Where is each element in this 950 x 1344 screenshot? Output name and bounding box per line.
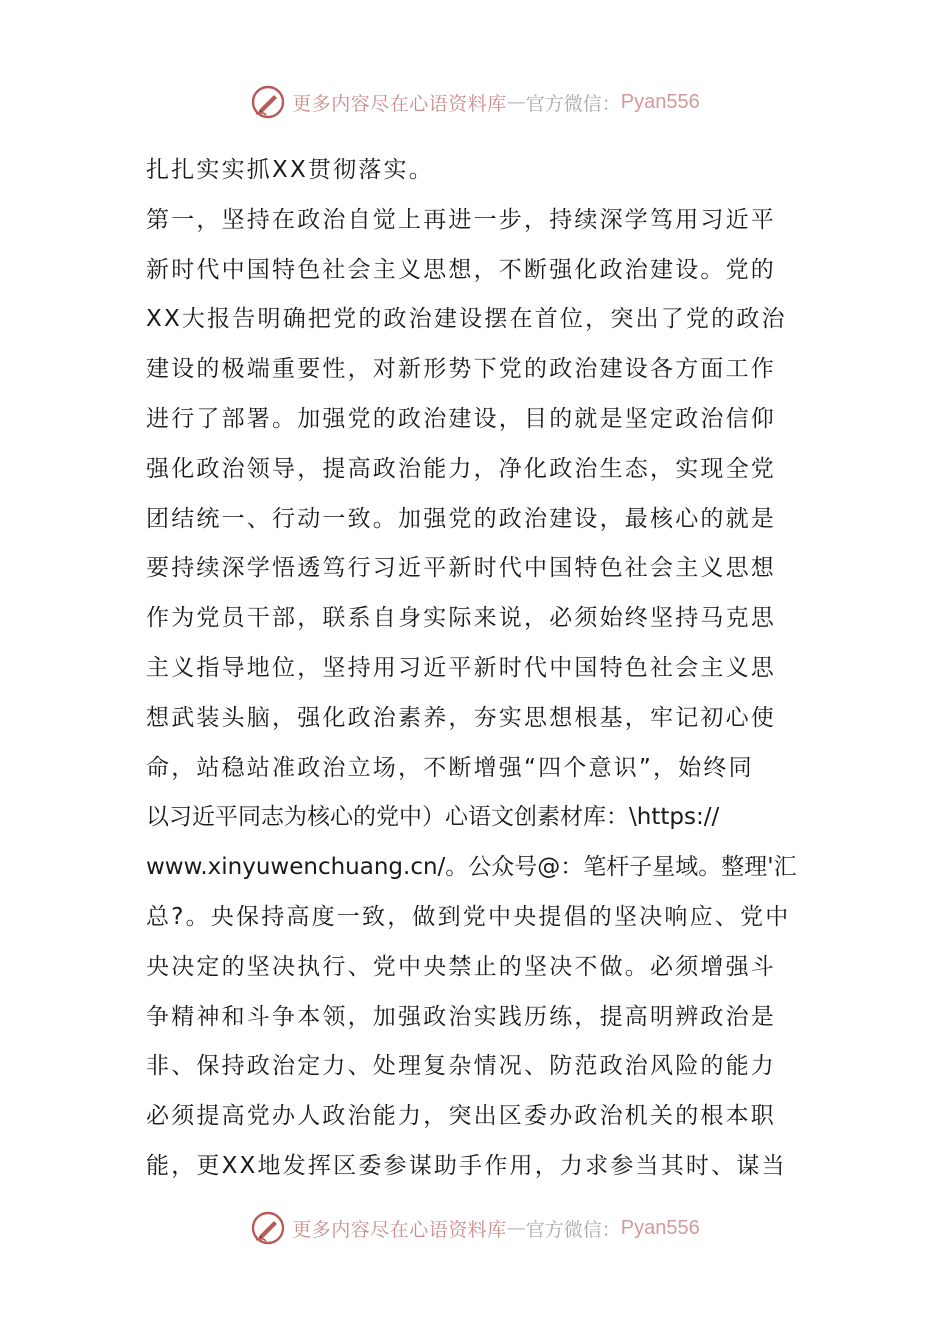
body-line: 想武装头脑，强化政治素养，夯实思想根基，牢记初心使: [146, 704, 776, 731]
body-line: 强化政治领导，提高政治能力，净化政治生态，实现全党: [146, 455, 776, 482]
banner-slogan: 更多内容尽在心语资料库: [292, 1218, 507, 1241]
body-line: 主义指导地位，坚持用习近平新时代中国特色社会主义思: [146, 654, 776, 681]
body-line: 扎扎实实抓XX贯彻落实。: [146, 157, 434, 183]
body-line: 央决定的坚决执行、党中央禁止的坚决不做。必须增强斗: [146, 953, 776, 980]
body-line: 命，站稳站准政治立场，不断增强“四个意识”，始终同: [146, 754, 754, 781]
banner-slogan: 更多内容尽在心语资料库: [292, 92, 507, 115]
footer-banner: [0, 1208, 950, 1248]
body-line: 争精神和斗争本领，加强政治实践历练，提高明辨政治是: [146, 1003, 776, 1030]
body-line: XX大报告明确把党的政治建设摆在首位，突出了党的政治: [146, 306, 787, 333]
pen-logo-icon: [250, 84, 286, 120]
body-line: 必须提高党办人政治能力，突出区委办政治机关的根本职: [146, 1103, 776, 1130]
document-body: [146, 146, 806, 1192]
body-line: 新时代中国特色社会主义思想，不断强化政治建设。党的: [146, 256, 776, 283]
banner-wechat-id: Pyan556: [620, 1216, 700, 1239]
body-line: 建设的极端重要性，对新形势下党的政治建设各方面工作: [146, 356, 776, 383]
banner-wechat-label: 官方微信：: [525, 92, 621, 115]
body-line: 进行了部署。加强党的政治建设，目的就是坚定政治信仰: [146, 405, 776, 432]
pen-logo-icon: [250, 1210, 286, 1246]
banner-separator: —: [506, 1217, 526, 1239]
body-line: 第一，坚持在政治自觉上再进一步，持续深学笃用习近平: [146, 206, 776, 233]
header-banner: [0, 82, 950, 122]
body-line: 作为党员干部，联系自身实际来说，必须始终坚持马克思: [146, 605, 776, 632]
body-line: 总?。央保持高度一致，做到党中央提倡的坚决响应、党中: [146, 903, 791, 930]
body-line: 能，更XX地发挥区委参谋助手作用，力求参当其时、谋当: [146, 1152, 787, 1179]
body-line: 以习近平同志为核心的党中）心语文创素材库：\https://: [146, 804, 720, 831]
banner-wechat-label: 官方微信：: [525, 1218, 621, 1241]
body-line: 非、保持政治定力、处理复杂情况、防范政治风险的能力: [146, 1053, 776, 1080]
body-line: 要持续深学悟透笃行习近平新时代中国特色社会主义思想: [146, 555, 776, 582]
body-line: 团结统一、行动一致。加强党的政治建设，最核心的就是: [146, 505, 776, 532]
body-line: www.xinyuwenchuang.cn/。公众号@：笔杆子星域。整理'汇: [146, 854, 797, 881]
banner-wechat-id: Pyan556: [620, 90, 700, 113]
banner-separator: —: [506, 91, 526, 113]
